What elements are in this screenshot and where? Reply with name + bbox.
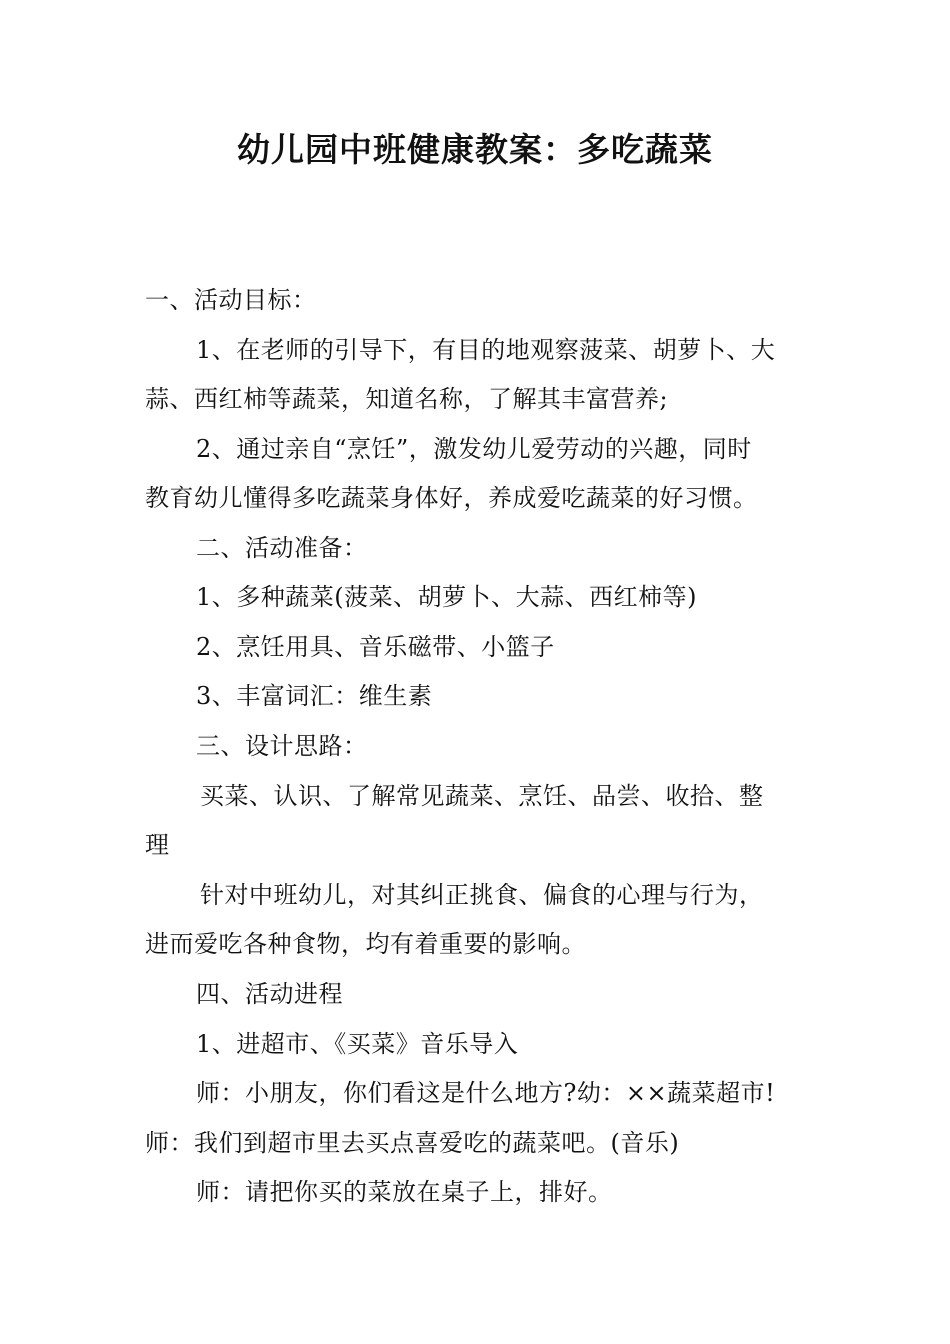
document-title: 幼儿园中班健康教案：多吃蔬菜: [237, 130, 713, 169]
section-heading-process: 四、活动进程: [196, 980, 343, 1008]
paragraph-line: 理: [145, 831, 170, 859]
paragraph-line: 师：请把你买的菜放在桌子上，排好。: [196, 1178, 613, 1206]
paragraph-line: 师：小朋友，你们看这是什么地方?幼：××蔬菜超市!: [196, 1079, 776, 1107]
paragraph-line: 1、进超市、《买菜》音乐导入: [196, 1030, 519, 1058]
paragraph-line: 2、通过亲自“烹饪”，激发幼儿爱劳动的兴趣，同时: [196, 435, 752, 463]
paragraph-line: 针对中班幼儿，对其纠正挑食、偏食的心理与行为，: [200, 881, 764, 909]
section-heading-goals: 一、活动目标：: [145, 286, 317, 314]
paragraph-line: 蒜、西红柿等蔬菜，知道名称，了解其丰富营养;: [145, 385, 669, 413]
section-heading-design: 三、设计思路：: [196, 732, 368, 760]
paragraph-line: 进而爱吃各种食物，均有着重要的影响。: [145, 930, 586, 958]
paragraph-line: 1、多种蔬菜(菠菜、胡萝卜、大蒜、西红柿等): [196, 583, 697, 611]
paragraph-line: 买菜、认识、了解常见蔬菜、烹饪、品尝、收拾、整: [200, 782, 764, 810]
paragraph-line: 3、丰富词汇：维生素: [196, 682, 433, 710]
paragraph-line: 教育幼儿懂得多吃蔬菜身体好，养成爱吃蔬菜的好习惯。: [145, 484, 758, 512]
paragraph-line: 2、烹饪用具、音乐磁带、小篮子: [196, 633, 555, 661]
paragraph-line: 1、在老师的引导下，有目的地观察菠菜、胡萝卜、大: [196, 336, 776, 364]
paragraph-line: 师：我们到超市里去买点喜爱吃的蔬菜吧。(音乐): [145, 1129, 680, 1157]
section-heading-preparation: 二、活动准备：: [196, 534, 368, 562]
